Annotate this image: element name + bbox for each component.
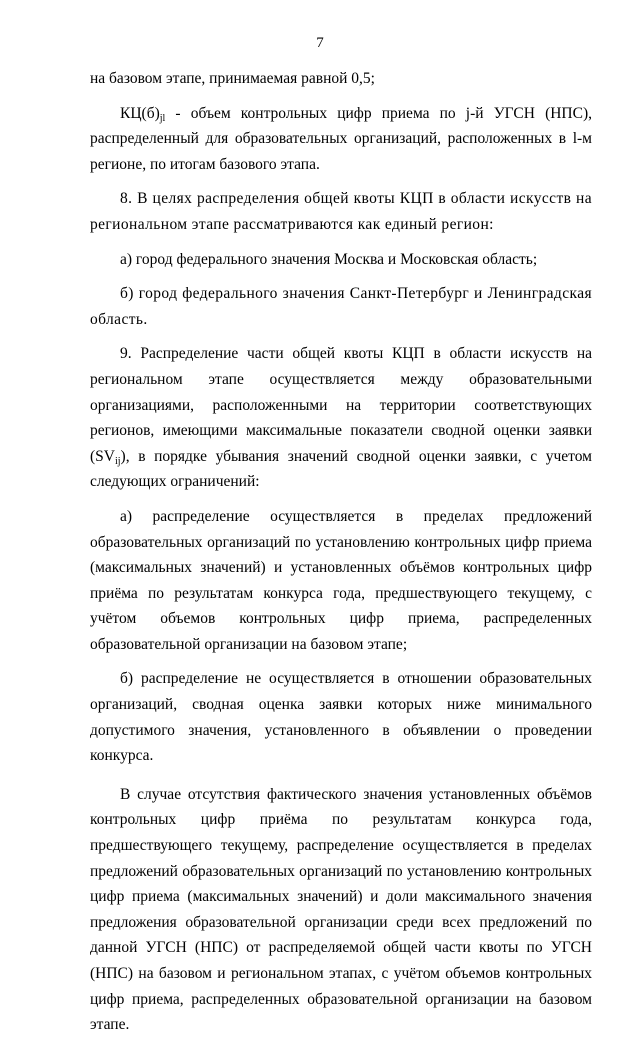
paragraph-item-9 bbox=[90, 341, 592, 495]
paragraph-absence-case: В случае отсутствия фактического значения установленных объёмов контрольных цифр приёма по результатам конкурса года, предшествующего текущему, распределение осуществляется в пределах предложений образовательных организаций по установлению контрольных цифр приема (максимальных значений) и доли максимального значения предложения образовательной организации среди всех предложений по данной УГСН (НПС) от распределяемой общей части квоты по УГСН (НПС) на базовом и региональном этапах, с учётом объемов контрольных цифр приема, распределенных образовательной организации на базовом этапе. bbox=[90, 785, 592, 1034]
paragraph-item-8: 8. В целях распределения общей квоты КЦП в области искусств на региональном этапе рассматриваются как единый регион: bbox=[90, 190, 592, 233]
paragraph-item-9a: а) распределение осуществляется в пределах предложений образовательных организаций по установлению контрольных цифр приема (максимальных значений) и установленных объёмов контрольных цифр приёма по результатам конкурса года, предшествующего текущему, с учётом объемов контрольных цифр приема, распределенных образовательной организации на базовом этапе; bbox=[90, 507, 592, 653]
paragraph-item-8b: б) город федерального значения Санкт-Петербург и Ленинградская область. bbox=[90, 285, 592, 328]
kc-subscript: jl bbox=[159, 112, 166, 124]
item-9-text-after: ), в порядке убывания значений сводной оценки заявки, с учетом следующих ограничений: bbox=[90, 447, 592, 491]
paragraph-continuation: на базовом этапе, принимаемая равной 0,5; bbox=[90, 70, 375, 87]
kc-term: КЦ(б) bbox=[120, 104, 160, 122]
item-9-text-before: 9. Распределение части общей квоты КЦП в области искусств на региональном этапе осуществляется между образовательными организациями, расположенными на территории соответствующих регионов, имеющими максимальные показатели сводной оценки заявки (SV bbox=[90, 345, 592, 465]
sv-subscript: ij bbox=[114, 455, 121, 467]
paragraph-item-9b: б) распределение не осуществляется в отношении образовательных организаций, сводная оценка заявки которых ниже минимального допустимого значения, установленного в объявлении о проведении конкурса. bbox=[90, 670, 592, 765]
paragraph-item-8a: а) город федерального значения Москва и Московская область; bbox=[120, 250, 538, 268]
paragraph-kc-definition bbox=[90, 101, 592, 178]
page-number: 7 bbox=[316, 35, 324, 51]
document-body bbox=[90, 66, 592, 1038]
kc-definition-text: - объем контрольных цифр приема по j-й УГСН (НПС), распределенный для образовательных организаций, расположенных в l-м регионе, по итогам базового этапа. bbox=[90, 104, 592, 173]
